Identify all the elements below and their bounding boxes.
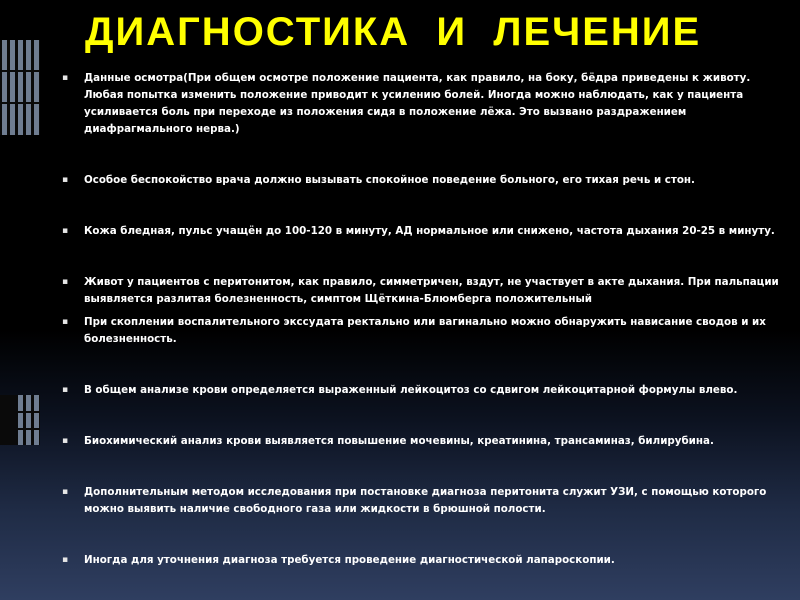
bullet-marker: ▪ [62,73,69,83]
left-stripe-decoration-top [0,40,40,135]
bullet-marker: ▪ [62,555,69,565]
bullet-item [62,274,782,308]
bullet-marker: ▪ [62,385,69,395]
bullet-text: Кожа бледная, пульс учащён до 100-120 в минуту, АД нормальное или снижено, частота дыхания 20-25 в минуту. [84,225,775,237]
bullet-item [62,484,782,518]
bullet-marker: ▪ [62,436,69,446]
bullet-text: Дополнительным методом исследования при постановке диагноза перитонита служит УЗИ, с помощью которого можно выявить наличие свободного газа или жидкости в брюшной полости. [84,486,767,515]
bullet-marker: ▪ [62,175,69,185]
bullet-marker: ▪ [62,487,69,497]
bullet-item [62,314,782,348]
bullet-text: В общем анализе крови определяется выраженный лейкоцитоз со сдвигом лейкоцитарной формулы влево. [84,384,738,396]
bullet-item [62,552,782,569]
bullet-marker: ▪ [62,226,69,236]
bullet-text: Особое беспокойство врача должно вызывать спокойное поведение больного, его тихая речь и стон. [84,174,695,186]
bullet-text: Данные осмотра(При общем осмотре положение пациента, как правило, на боку, бёдра приведены к животу. Любая попытка изменить положение приводит к усилению болей. Иногда можно наблюдать, как у пациента усиливается боль при переходе из положения сидя в положение лёжа. Это вызвано раздражением диафрагмального нерва.) [84,72,751,135]
bullet-item [62,433,782,450]
bullet-text: При скоплении воспалительного экссудата ректально или вагинально можно обнаружить нависание сводов и их болезненность. [84,316,766,345]
bullet-item [62,70,782,138]
bullet-marker: ▪ [62,277,69,287]
bullet-marker: ▪ [62,317,69,327]
bullet-text: Биохимический анализ крови выявляется повышение мочевины, креатинина, трансаминаз, билирубина. [84,435,714,447]
bullet-text: Живот у пациентов с перитонитом, как правило, симметричен, вздут, не участвует в акте дыхания. При пальпации выявляется разлитая болезненность, симптом Щёткина-Блюмберга положительный [84,276,779,305]
bullet-item [62,172,782,189]
left-stripe-decoration-bottom [0,395,40,445]
bullet-text: Иногда для уточнения диагноза требуется проведение диагностической лапароскопии. [84,554,615,566]
slide-title: ДИАГНОСТИКА И ЛЕЧЕНИЕ [85,10,702,54]
bullet-list [62,70,782,569]
bullet-item [62,223,782,240]
bullet-item [62,382,782,399]
